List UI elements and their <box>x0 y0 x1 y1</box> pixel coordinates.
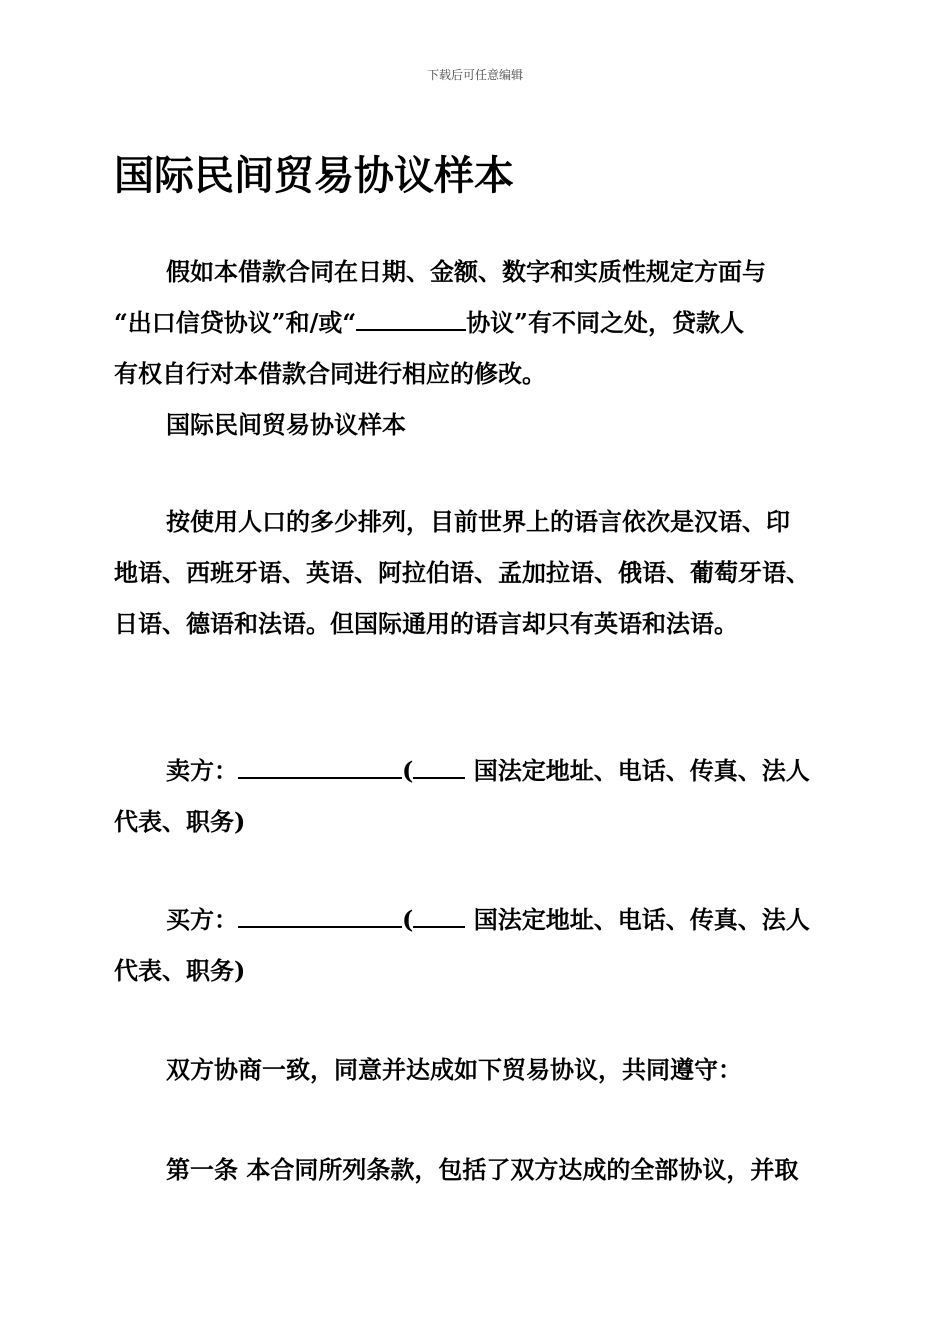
text-line: 代表、职务) <box>114 807 246 836</box>
text-line: 日语、德语和法语。但国际通用的语言却只有英语和法语。 <box>114 609 738 638</box>
seller-name-blank <box>238 755 402 779</box>
text-segment: 协议”有不同之处，贷款人 <box>466 308 744 337</box>
text-line: 代表、职务) <box>114 956 246 985</box>
paragraph-loan-contract <box>114 246 850 450</box>
text-line <box>114 894 850 945</box>
text-line <box>114 745 850 796</box>
text-line: 第一条 本合同所列条款，包括了双方达成的全部协议，并取 <box>166 1155 799 1184</box>
text-line: 按使用人口的多少排列，目前世界上的语言依次是汉语、印 <box>166 507 790 536</box>
text-segment: ( <box>402 905 414 934</box>
document-subtitle: 国际民间贸易协议样本 <box>166 410 406 439</box>
text-line <box>114 297 850 348</box>
seller-country-blank <box>413 755 465 779</box>
article-one <box>114 1144 850 1195</box>
paragraph-languages <box>114 496 850 649</box>
text-line: 假如本借款合同在日期、金额、数字和实质性规定方面与 <box>166 257 766 286</box>
text-line: 地语、西班牙语、英语、阿拉伯语、孟加拉语、俄语、葡萄牙语、 <box>114 558 810 587</box>
text-line: 双方协商一致，同意并达成如下贸易协议，共同遵守： <box>166 1055 742 1084</box>
seller-section <box>114 745 850 847</box>
buyer-name-blank <box>238 904 402 928</box>
text-segment: 国法定地址、电话、传真、法人 <box>465 756 810 785</box>
buyer-label: 买方： <box>166 905 238 934</box>
seller-label: 卖方： <box>166 756 238 785</box>
text-line: 有权自行对本借款合同进行相应的修改。 <box>114 359 546 388</box>
buyer-section <box>114 894 850 996</box>
text-segment: ( <box>402 756 414 785</box>
header-note: 下载后可任意编辑 <box>426 68 523 82</box>
fill-in-blank <box>356 307 466 331</box>
agreement-statement <box>114 1044 850 1095</box>
buyer-country-blank <box>413 904 465 928</box>
document-title: 国际民间贸易协议样本 <box>114 152 514 199</box>
text-segment: “出口信贷协议”和/或“ <box>114 308 357 337</box>
text-segment: 国法定地址、电话、传真、法人 <box>465 905 810 934</box>
